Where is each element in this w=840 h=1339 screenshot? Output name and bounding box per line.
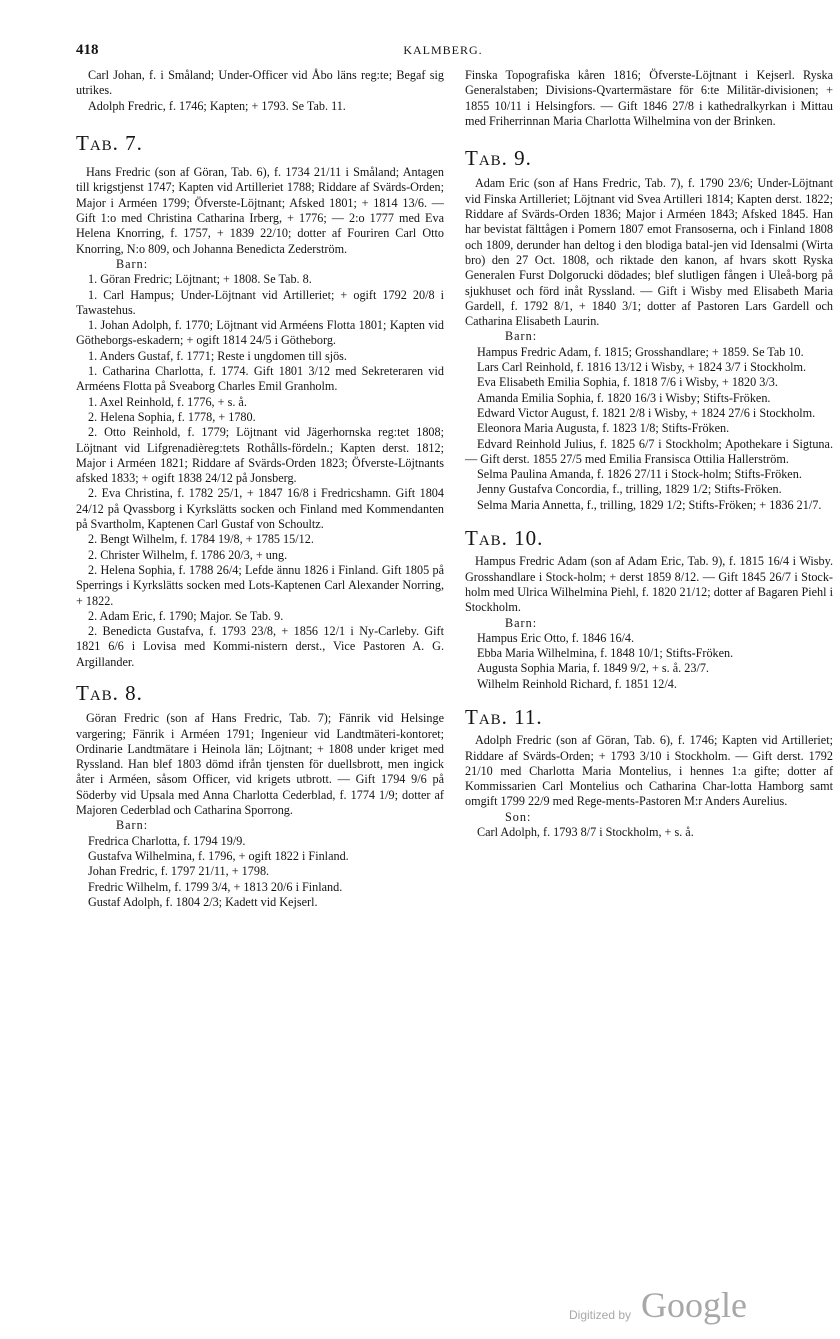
list-item: Fredric Wilhelm, f. 1799 3/4, + 1813 20/6 i Finland. xyxy=(88,879,343,894)
left-column xyxy=(76,68,444,910)
running-title: KALMBERG. xyxy=(403,43,483,57)
tab-7-children xyxy=(76,272,444,670)
list-item: Selma Paulina Amanda, f. 1826 27/11 i Stock-holm; Stifts-Fröken. xyxy=(477,467,802,482)
list-item: Carl Adolph, f. 1793 8/7 i Stockholm, + s. å. xyxy=(477,825,694,840)
list-item: 2. Otto Reinhold, f. 1779; Löjtnant vid Jägerhornska reg:tet 1808; Löjtnant vid Lifgrenadièreg:tets Rothålls-fördeln.; Kapten derst. 1812; Major i Arméen 1821; Riddare af Svärds-Orden 1823; Öfverste-Löjtnants afsked 1833; + ogift 1838 24/12 på Jonsberg. xyxy=(76,425,444,486)
list-item: 2. Christer Wilhelm, f. 1786 20/3, + ung. xyxy=(88,547,288,562)
list-item: Hampus Fredric Adam, f. 1815; Grosshandlare; + 1859. Se Tab 10. xyxy=(477,344,804,359)
children-label: Barn: xyxy=(116,818,149,833)
children-label: Barn: xyxy=(116,256,149,271)
list-item: 1. Axel Reinhold, f. 1776, + s. å. xyxy=(88,394,247,409)
list-item: Lars Carl Reinhold, f. 1816 13/12 i Wisby, + 1824 3/7 i Stockholm. xyxy=(477,360,806,375)
tab-11-main-entry: Adolph Fredric (son af Göran, Tab. 6), f. 1746; Kapten vid Artilleriet; Riddare af Svärds-Orden; + 1793 3/10 i Stockholm. — Gift derst. 1792 21/10 med Charlotta Maria Montelius, i hennes 1:a gifte; dotter af Kommissarien Carl Montelius och Catharina Char-lotta Hamborg samt omgift 1799 22/9 med Rege-ments-Pastoren M:r Anders Aurelius. xyxy=(465,733,833,809)
tab-8-main-entry: Göran Fredric (son af Hans Fredric, Tab. 7); Fänrik vid Helsinge vargering; Fänrik i Arméen 1791; Ingenieur vid Landtmäteri-kontoret; Ordinarie Landtmätare i Heinola län; Löjtnant; + 1808 under kriget med Ryssland. Han blef 1803 dömd ifrån tjensten för duellsbrott, men ingick åter i Arméen, såsom Officer, vid krigets utbrott. — Gift 1794 9/6 på Söderby vid Upsala med Anna Charlotta Cederblad, f. 1774 1/9; dotter af Majoren Cederblad och Catharina Sporrong. xyxy=(76,711,444,818)
list-item: 2. Helena Sophia, f. 1778, + 1780. xyxy=(88,409,256,424)
list-item: 2. Bengt Wilhelm, f. 1784 19/8, + 1785 15/12. xyxy=(88,532,314,547)
list-item: Edward Victor August, f. 1821 2/8 i Wisby, + 1824 27/6 i Stockholm. xyxy=(477,405,816,420)
tab-9-children xyxy=(465,345,833,513)
tab-8-children xyxy=(76,834,444,910)
list-item: Wilhelm Reinhold Richard, f. 1851 12/4. xyxy=(477,676,677,691)
intro-entry: Adolph Fredric, f. 1746; Kapten; + 1793. Se Tab. 11. xyxy=(88,98,346,113)
page-header xyxy=(76,42,810,64)
google-logo: Google xyxy=(641,1285,747,1325)
list-item: 1. Anders Gustaf, f. 1771; Reste i ungdomen till sjös. xyxy=(88,348,347,363)
tab-8-heading: Tab. 8. xyxy=(76,680,143,705)
tab-11-children xyxy=(465,825,833,840)
tab-10-heading: Tab. 10. xyxy=(465,526,544,551)
list-item: Jenny Gustafva Concordia, f., trilling, 1829 1/2; Stifts-Fröken. xyxy=(477,482,782,497)
page-number: 418 xyxy=(76,42,99,58)
tab-9-main-entry: Adam Eric (son af Hans Fredric, Tab. 7), f. 1790 23/6; Under-Löjtnant vid Finska Artilleriet; Löjtnant vid Svea Artilleri 1814; Kapten derst. 1822; Riddare af Svärds-Orden 1836; Major i Arméen 1843; Afsked 1845. Han har bevistat fälttågen i Pomern 1807 emot Fransoserna, och i Finland 1808 och 1809, derunder han deltog i den blodiga batal-jen vid Idensalmi (Wirta bro) den 27 Oct. 1808, och riktade den kanon, af hvars skott Ryska Generalen Furst Dolgorucki dödades; blef slutligen fången i Uleå-borg på sjukhuset och förd inåt Ryssland. — Gift i Wisby med Elisabeth Maria Gardell, f. 1792 8/1, + 1840 3/1; dotter af Pastoren Lars Gardell och Catharina Elisabeth Laurin. xyxy=(465,176,833,329)
list-item: Amanda Emilia Sophia, f. 1820 16/3 i Wisby; Stifts-Fröken. xyxy=(477,390,771,405)
list-item: Johan Fredric, f. 1797 21/11, + 1798. xyxy=(88,864,270,879)
list-item: 2. Adam Eric, f. 1790; Major. Se Tab. 9. xyxy=(88,608,284,623)
list-item: 2. Eva Christina, f. 1782 25/1, + 1847 16/8 i Fredricshamn. Gift 1804 24/12 på Qvassborg i Kyrkslätts socken och Finland med Kommendanten på Svartholm, Kaptenen Carl Gustaf von Schoultz. xyxy=(76,486,444,532)
tab-7-main-entry: Hans Fredric (son af Göran, Tab. 6), f. 1734 21/11 i Småland; Antagen till krigstjenst 1747; Kapten vid Artilleriet 1788; Riddare af Svärds-Orden; Major i Arméen 1799; Öfverste-Löjtnant; Afsked 1801; + 1814 13/6. — Gift 1:o med Christina Catharina Irberg, + 1776; — 2:o 1777 med Eva Helena Knorring, f. 1757, + 1839 22/10; dotter af Fouriren Carl Otto Knorring, N:o 809, och Johanna Benedicta Zederström. xyxy=(76,165,444,256)
right-column xyxy=(465,68,833,840)
list-item: Augusta Sophia Maria, f. 1849 9/2, + s. å. 23/7. xyxy=(477,661,709,676)
tab-11-heading: Tab. 11. xyxy=(465,704,543,729)
list-item: 2. Benedicta Gustafva, f. 1793 23/8, + 1856 12/1 i Ny-Carleby. Gift 1821 6/6 i Lovisa med Kommi-nistern derst., Vice Pastoren A. G. Argillander. xyxy=(76,624,444,669)
list-item: Gustafva Wilhelmina, f. 1796, + ogift 1822 i Finland. xyxy=(88,848,349,863)
list-item: 1. Johan Adolph, f. 1770; Löjtnant vid Arméens Flotta 1801; Kapten vid Götheborgs-eskadern; + ogift 1814 24/5 i Götheborg. xyxy=(76,318,444,348)
list-item: Ebba Maria Wilhelmina, f. 1848 10/1; Stifts-Fröken. xyxy=(477,646,734,661)
list-item: Fredrica Charlotta, f. 1794 19/9. xyxy=(88,833,246,848)
intro-entry: Carl Johan, f. i Småland; Under-Officer vid Åbo läns reg:te; Begaf sig utrikes. xyxy=(76,68,444,98)
list-item: Gustaf Adolph, f. 1804 2/3; Kadett vid Kejserl. xyxy=(88,894,318,909)
digitized-by-text: Digitized by xyxy=(569,1308,632,1322)
list-item: 1. Göran Fredric; Löjtnant; + 1808. Se Tab. 8. xyxy=(88,272,312,287)
tab-10-main-entry: Hampus Fredric Adam (son af Adam Eric, Tab. 9), f. 1815 16/4 i Wisby. Grosshandlare i Stock-holm; + derst 1859 8/12. — Gift 1845 26/7 i Stock-holm med Ulrica Wilhelmina Piehl, f. 1820 21/12; dotter af Bagaren Piehl i Stockholm. xyxy=(465,554,833,615)
children-label: Barn: xyxy=(505,615,538,630)
son-label: Son: xyxy=(505,809,532,824)
list-item: Selma Maria Annetta, f., trilling, 1829 1/2; Stifts-Fröken; + 1836 21/7. xyxy=(477,497,822,512)
tab-7-heading: Tab. 7. xyxy=(76,130,143,155)
tab-9-heading: Tab. 9. xyxy=(465,146,532,171)
digitization-watermark xyxy=(565,1286,775,1328)
list-item: 1. Catharina Charlotta, f. 1774. Gift 1801 3/12 med Sekreteraren vid Arméens Flotta på Sveaborg Charles Emil Granholm. xyxy=(76,364,444,394)
list-item: Edvard Reinhold Julius, f. 1825 6/7 i Stockholm; Apothekare i Sigtuna. — Gift derst. 1855 27/5 med Emilia Fransisca Ottilia Hallerström. xyxy=(465,436,833,466)
list-item: Eva Elisabeth Emilia Sophia, f. 1818 7/6 i Wisby, + 1820 3/3. xyxy=(477,375,778,390)
list-item: Eleonora Maria Augusta, f. 1823 1/8; Stifts-Fröken. xyxy=(477,421,730,436)
continuation-text: Finska Topografiska kåren 1816; Öfverste-Löjtnant i Kejserl. Ryska Generalstaben; Divisions-Qvartermästare för 6:te Militär-divisionen; + 1855 10/11 i Helsingfors. — Gift 1846 27/8 i kathedralkyrkan i Mittau med Friherrinnan Maria Charlotta Wilhelmina von der Brinken. xyxy=(465,68,833,128)
list-item: 1. Carl Hampus; Under-Löjtnant vid Artilleriet; + ogift 1792 20/8 i Tawastehus. xyxy=(76,287,444,317)
list-item: 2. Helena Sophia, f. 1788 26/4; Lefde ännu 1826 i Finland. Gift 1805 på Sperrings i Kyrkslätts socken med Lots-Kaptenen Carl Alexander Norring, + 1822. xyxy=(76,562,444,608)
tab-10-children xyxy=(465,631,833,692)
list-item: Hampus Eric Otto, f. 1846 16/4. xyxy=(477,630,635,645)
children-label: Barn: xyxy=(505,329,538,344)
